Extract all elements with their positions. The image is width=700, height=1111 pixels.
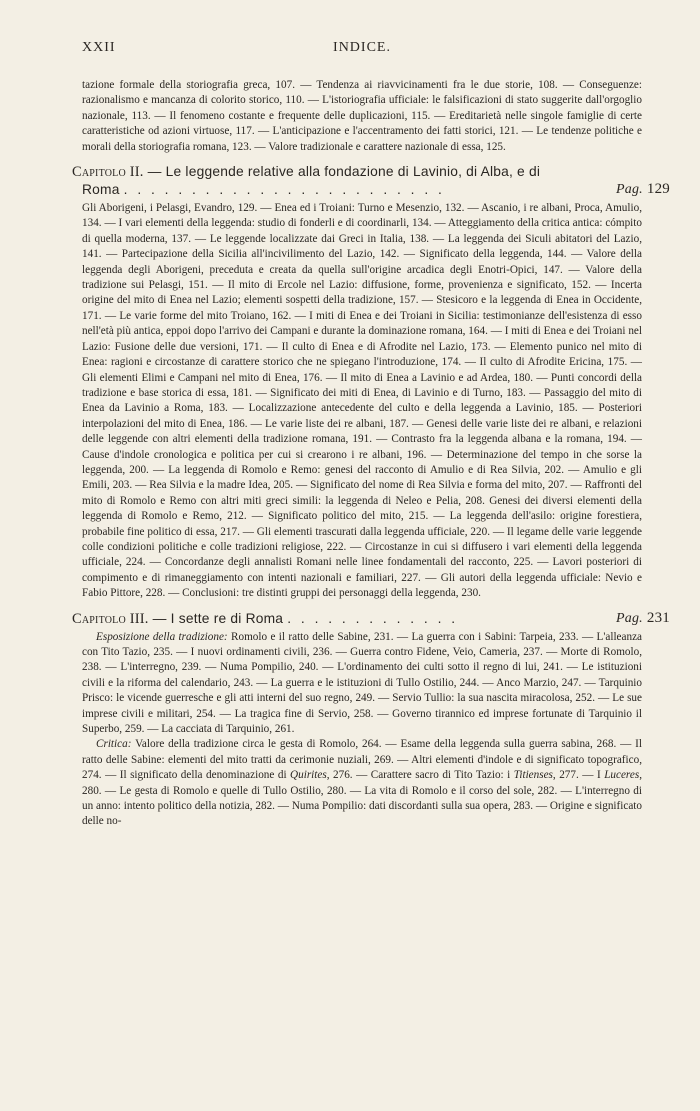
- index-body: [72, 78, 670, 830]
- critica-text-4: , 280. — Le gesta di Romolo e quelle di Tullo Ostilio, 280. — La vita di Romolo e il corso del sole, 282. — L'interregno di un anno: intento politico della notizia, 282. — Numa Pompilio: dati discordanti sulla sua opera, 283. — Origine e significato delle no-: [82, 769, 642, 828]
- chapter-3-page-ref: [616, 609, 670, 628]
- chapter-2-page-label: Pag.: [616, 182, 643, 198]
- critica-text-2: , 276. — Carattere sacro di Tito Tazio: i: [326, 769, 514, 782]
- chapter-3-label: Capitolo III.: [72, 610, 149, 627]
- critica-term-quirites: Quirites: [290, 769, 327, 782]
- chapter-2-title-cont: Roma: [82, 182, 120, 198]
- running-title: INDICE.: [333, 40, 391, 55]
- critica-term-titienses: Titienses: [513, 769, 553, 782]
- chapter-2-heading: [72, 163, 670, 199]
- chapter-2-title-line-2: [72, 181, 642, 199]
- critica-text-3: , 277. — I: [552, 769, 605, 782]
- critica-label: Critica:: [96, 738, 132, 751]
- chapter-3-heading: [72, 609, 670, 628]
- chapter-2-title-line-1: [72, 163, 642, 181]
- esposizione-text: Romolo e il ratto delle Sabine, 231. — La guerra con i Sabini: Tarpeia, 233. — L'alleanza con Tito Tazio, 235. — I nuovi ordinamenti civili, 236. — Guerra contro Fidene, Veio, Cameria, 237. — Morte di Romolo, 238. — L'interregno, 239. — Numa Pompilio, 240. — L'ordinamento dei culti sotto il regno di lui, 241. — Le istituzioni civili e la riforma del calendario, 243. — La guerra e le istituzioni di Tullo Ostilio, 244. — Anco Marzio, 247. — Tarquinio Prisco: le vicende guerresche e gli atti interni del suo regno, 249. — Servio Tullio: la sua nascita miracolosa, 252. — Le sue imprese civili e militari, 254. — La tragica fine di Servio, 258. — Governo tirannico ed imprese fortunate di Tarquinio il Superbo, 259. — La cacciata di Tarquinio, 261.: [82, 630, 643, 736]
- chapter-3-page-label: Pag.: [616, 610, 643, 626]
- chapter-3-critica: [82, 737, 642, 829]
- page-number: XXII: [82, 40, 116, 55]
- chapter-2-page-number: 129: [646, 181, 670, 198]
- chapter-2-title: — Le leggende relative alla fondazione di Lavinio, di Alba, e di: [147, 164, 541, 180]
- chapter-2-contents: Gli Aborigeni, i Pelasgi, Evandro, 129. — Enea ed i Troiani: Turno e Mesenzio, 132. — Ascanio, i re albani, Proca, Amulio, 134. — I vari elementi della leggenda: studio di fonderli e di coordinarli, 134. — Atteggiamento della critica antica: cómpito di quella moderna, 137. — Le leggende localizzate dai Greci in Italia, 138. — La leggenda dei Siculi abitatori del Lazio, 141. — Partecipazione della Sicilia all'incivilimento del Lazio, 142. — Significato della leggenda, 144. — Valore della leggenda degli Aborigeni, preceduta e creata da quella sull'origine arcadica degli Enotri-Opici, 147. — Valore della tradizione sui Pelasgi, 151. — Il mito di Ercole nel Lazio: diffusione, forme, provenienza e significato, 152. — Incerta origine del mito di Enea nel Lazio; elementi sospetti della tradizione, 157. — Stesicoro e la leggenda di Enea in Occidente, 171. — Le varie forme del mito Troiano, 162. — I miti di Enea e dei Troiani in Sicilia: testimonianze dell'esistenza di esso nell'età più antica, eppoi dopo l'arrivo dei Campani e durante la dominazione romana, 164. — I miti di Enea e dei Troiani nel Lazio: Fusione delle due versioni, 171. — Il culto di Enea e di Afrodite nel Lazio, 173. — Elemento punico nel mito di Enea: ragioni e circostanze di carattere storico che ne spiegano l'introduzione, 174. — Il culto di Afrodite Ericina, 175. — Gli elementi Elimi e Campani nel mito di Enea, 176. — Il mito di Enea a Lavinio e ad Ardea, 180. — Punti concordi della tradizione e base storica di essa, 181. — Significato dei miti di Enea, di Lavinio e di Turno, 183. — Passaggio del mito di Enea da Lavinio a Roma, 183. — Localizzazione antecedente del culto e della leggenda a Lavinio, 185. — Posteriori interpolazioni del mito di Enea, 186. — Le varie liste dei re albani, 187. — Genesi delle varie liste dei re albani, e relazioni delle leggende con altri elementi della tradizione romana, 191. — Contrasto fra la leggenda albana e la romana, 194. — Cause d'indole cronologica e politica per cui si crearono i re albani, 196. — Determinazione del tempo in che sorse la leggenda, 200. — La leggenda di Romolo e Remo: genesi del racconto di Amulio e di Rea Silvia, 202. — Amulio e gli Emili, 203. — Rea Silvia e la madre Idea, 205. — Significato del nome di Rea Silvia e forma del mito, 207. — Raffronti del mito di Romolo e Remo con altri miti greci simili: la leggenda di Neleo e Pelia, 208. Genesi dei diversi elementi della leggenda di Romolo e Remo, 212. — Significato politico del mito, 215. — La leggenda dell'asilo: origine forestiera, probabile fine politico di essa, 217. — Gli elementi trascurati dalla leggenda ufficiale, 220. — Il legame delle varie leggende colle condizioni politiche e colle tradizioni religiose, 222. — Circostanze in cui si diffusero i vari elementi della leggenda ufficiale, 224. — Concordanze degli annalisti Romani nelle linee fondamentali del racconto, 225. — Lavori posteriori di compimento e di rimaneggiamento con intenti nazionali e familiari, 227. — Gli autori della leggenda ufficiale: Nevio e Fabio Pittore, 228. — Conclusioni: tre distinti gruppi dei personaggi della leggenda, 230.: [82, 202, 642, 600]
- chapter-3-esposizione: [82, 630, 642, 738]
- critica-term-luceres: Luceres: [604, 769, 640, 782]
- chapter-2-leader-dots: . . . . . . . . . . . . . . . . . . . . . . . .: [123, 182, 445, 198]
- critica-text-1: Valore della tradizione circa le gesta di Romolo, 264. — Esame della leggenda sulla guerra sabina, 268. — Il ratto delle Sabine: elementi del mito tratti da cerimonie nuziali, 269. — Altri elementi d'indole e di significato topografico, 274. — Il significato della denominazione di: [82, 738, 642, 782]
- chapter-2-label: Capitolo II.: [72, 164, 144, 181]
- chapter-2-page-ref: [616, 180, 670, 199]
- chapter-3-page-number: 231: [646, 609, 670, 626]
- esposizione-label: Esposizione della tradizione:: [96, 630, 228, 643]
- chapter-3-leader-dots: . . . . . . . . . . . . .: [287, 610, 459, 626]
- chapter-3-title: — I sette re di Roma: [152, 610, 284, 626]
- continuation-paragraph: tazione formale della storiografia greca, 107. — Tendenza ai riavvicinamenti fra le due storie, 108. — Conseguenze: razionalismo e mancanza di colorito storico, 110. — L'istoriografia ufficiale: le falsificazioni di stato suggerite dall'orgoglio nazionale, 113. — Il fenomeno costante e frequente delle duplicazioni, 115. — Ereditarietà nelle singole famiglie di certe caratteristiche od azioni virtuose, 117. — L'anticipazione e l'accentramento dei fatti storici, 121. — Le tendenze politiche e morali della storiografia romana, 123. — Valore tradizionale e carattere nazionale di essa, 125.: [82, 79, 642, 153]
- page-header: [82, 40, 642, 60]
